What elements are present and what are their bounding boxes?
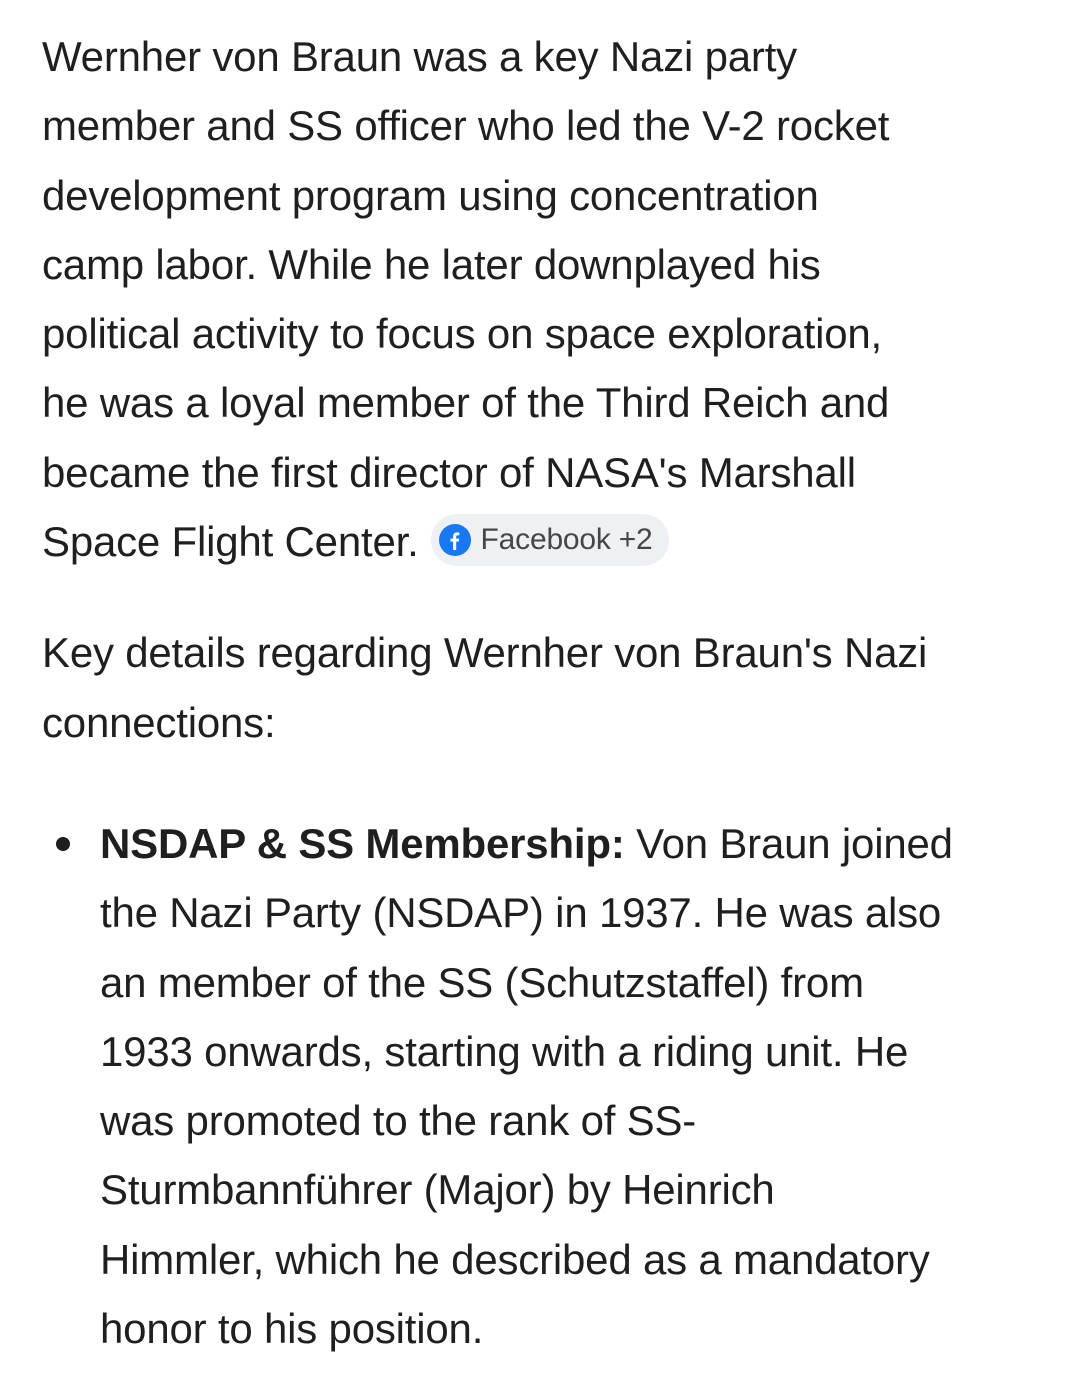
- intro-line: development program using concentration: [42, 171, 819, 219]
- bullet-line: Himmler, which he described as a mandatory: [100, 1235, 930, 1283]
- source-chip-count: +2: [618, 523, 653, 557]
- facebook-icon: [439, 524, 471, 556]
- response-content: [42, 22, 1042, 1363]
- intro-line: camp labor. While he later downplayed his: [42, 240, 821, 288]
- details-heading: [42, 618, 1042, 757]
- source-chip-label: Facebook: [480, 523, 611, 557]
- intro-line: he was a loyal member of the Third Reich and: [42, 379, 890, 427]
- bullet-first-line: [100, 809, 1042, 878]
- bullet-title: NSDAP & SS Membership:: [100, 819, 625, 867]
- source-chip[interactable]: [431, 514, 669, 566]
- list-item: [42, 809, 1042, 1363]
- bullet-line: was promoted to the rank of SS-: [100, 1097, 697, 1145]
- bullet-line: honor to his position.: [100, 1305, 484, 1353]
- bullet-icon: [56, 837, 70, 851]
- intro-line: became the first director of NASA's Marshall: [42, 448, 856, 496]
- intro-line: political activity to focus on space exploration,: [42, 310, 882, 358]
- details-heading-line: connections:: [42, 698, 276, 746]
- bullet-line: the Nazi Party (NSDAP) in 1937. He was also: [100, 889, 942, 937]
- bullet-line: an member of the SS (Schutzstaffel) from: [100, 958, 864, 1006]
- bullet-first-line-text: Von Braun joined: [624, 819, 953, 867]
- bullet-line: 1933 onwards, starting with a riding unit. He: [100, 1027, 909, 1075]
- bullet-line: Sturmbannführer (Major) by Heinrich: [100, 1166, 775, 1214]
- intro-paragraph: [42, 22, 1042, 576]
- details-list: [42, 809, 1042, 1363]
- intro-line-last: [42, 507, 1042, 576]
- details-heading-line: Key details regarding Wernher von Braun's Nazi: [42, 629, 928, 677]
- intro-line: Wernher von Braun was a key Nazi party: [42, 33, 797, 80]
- intro-line-text: Space Flight Center.: [42, 518, 419, 566]
- intro-line: member and SS officer who led the V-2 rocket: [42, 102, 890, 150]
